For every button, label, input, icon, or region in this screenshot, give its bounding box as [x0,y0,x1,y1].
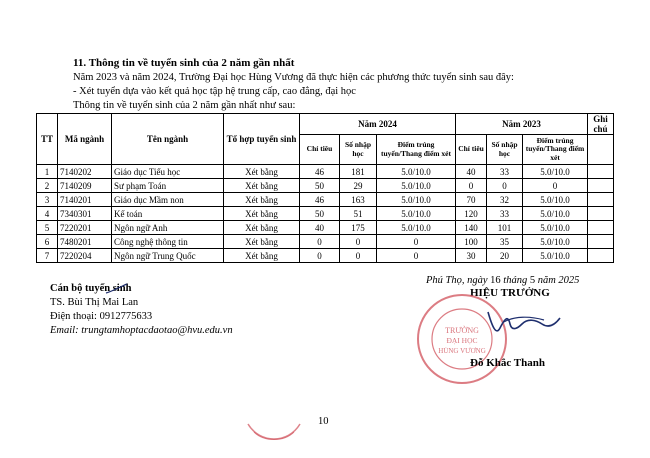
header-note: Ghi chú [588,114,614,135]
cell-e23: 20 [487,249,523,263]
rector-name: Đỗ Khắc Thanh [470,357,545,369]
header-code: Mã ngành [58,114,112,165]
cell-q23: 100 [456,235,487,249]
table-row [37,193,614,207]
header-name: Tên ngành [112,114,224,165]
header-score-2024: Điểm trúng tuyển/Thang điểm xét [377,135,456,165]
cell-note [588,235,614,249]
cell-combo: Xét bằng [224,193,300,207]
cell-s23: 0 [523,179,588,193]
cell-s23: 5.0/10.0 [523,249,588,263]
cell-e23: 35 [487,235,523,249]
header-enrolled-2023: Số nhập học [487,135,523,165]
cell-note [588,193,614,207]
cell-e23: 0 [487,179,523,193]
cell-s24: 5.0/10.0 [377,207,456,221]
cell-name: Ngôn ngữ Trung Quốc [112,249,224,263]
svg-text:TRƯỜNG: TRƯỜNG [445,326,479,335]
cell-combo: Xét bằng [224,165,300,179]
cell-code: 7220201 [58,221,112,235]
cell-q24: 0 [300,249,340,263]
cell-code: 7140201 [58,193,112,207]
admission-method: - Xét tuyển dựa vào kết quả học tập hệ trung cấp, cao đẳng, đại học [73,86,356,97]
header-score-2023: Điểm trúng tuyển/Thang điểm xét [523,135,588,165]
table-intro: Thông tin về tuyển sinh của 2 năm gần nhất như sau: [73,100,296,111]
cell-e23: 33 [487,165,523,179]
cell-combo: Xét bằng [224,179,300,193]
admission-table [36,113,614,263]
cell-s24: 5.0/10.0 [377,165,456,179]
cell-q24: 40 [300,221,340,235]
cell-q23: 0 [456,179,487,193]
cell-tt: 4 [37,207,58,221]
cell-q23: 40 [456,165,487,179]
table-row [37,179,614,193]
cell-tt: 1 [37,165,58,179]
cell-s23: 5.0/10.0 [523,221,588,235]
header-year-2023: Năm 2023 [456,114,588,135]
cell-note [588,221,614,235]
header-quota-2023: Chỉ tiêu [456,135,487,165]
officer-signature-icon [104,282,128,296]
place-date: Phú Thọ, ngày 16 tháng 5 năm 2025 [426,275,580,286]
header-note-blank [588,135,614,165]
cell-combo: Xét bằng [224,221,300,235]
partial-stamp-icon [244,420,304,458]
cell-code: 7340301 [58,207,112,221]
cell-q23: 70 [456,193,487,207]
table-row [37,165,614,179]
cell-tt: 3 [37,193,58,207]
cell-e24: 29 [340,179,377,193]
cell-tt: 2 [37,179,58,193]
cell-q24: 46 [300,193,340,207]
cell-e23: 32 [487,193,523,207]
header-year-2024: Năm 2024 [300,114,456,135]
cell-name: Sư phạm Toán [112,179,224,193]
cell-s23: 5.0/10.0 [523,193,588,207]
cell-s23: 5.0/10.0 [523,165,588,179]
cell-tt: 5 [37,221,58,235]
cell-tt: 7 [37,249,58,263]
svg-text:HÙNG VƯƠNG: HÙNG VƯƠNG [438,347,486,355]
cell-s24: 0 [377,235,456,249]
cell-note [588,249,614,263]
header-combo: Tổ hợp tuyển sinh [224,114,300,165]
table-row [37,207,614,221]
table-row [37,249,614,263]
cell-q24: 50 [300,179,340,193]
table-row [37,235,614,249]
officer-title: Cán bộ tuyển sinh [50,283,132,294]
cell-note [588,207,614,221]
cell-q23: 140 [456,221,487,235]
cell-e24: 0 [340,235,377,249]
cell-name: Giáo dục Tiểu học [112,165,224,179]
cell-q23: 30 [456,249,487,263]
cell-note [588,165,614,179]
cell-tt: 6 [37,235,58,249]
cell-e23: 101 [487,221,523,235]
cell-s24: 5.0/10.0 [377,221,456,235]
cell-e23: 33 [487,207,523,221]
officer-phone: Điện thoại: 0912775633 [50,311,153,322]
cell-name: Kế toán [112,207,224,221]
cell-e24: 163 [340,193,377,207]
admission-officer-block [50,282,233,338]
table-row [37,221,614,235]
cell-s24: 0 [377,249,456,263]
cell-q24: 0 [300,235,340,249]
officer-email: Email: trungtamhoptacdaotao@hvu.edu.vn [50,325,233,336]
cell-name: Công nghệ thông tin [112,235,224,249]
cell-combo: Xét bằng [224,207,300,221]
cell-code: 7220204 [58,249,112,263]
header-enrolled-2024: Số nhập học [340,135,377,165]
cell-combo: Xét bằng [224,249,300,263]
header-quota-2024: Chỉ tiêu [300,135,340,165]
cell-q24: 50 [300,207,340,221]
svg-text:ĐẠI HỌC: ĐẠI HỌC [446,336,478,345]
section-heading: 11. Thông tin về tuyển sinh của 2 năm gần nhất [73,57,295,69]
page-number: 10 [318,416,329,427]
intro-paragraph: Năm 2023 và năm 2024, Trường Đại học Hùng Vương đã thực hiện các phương thức tuyển sinh sau đây: [73,72,514,83]
cell-q24: 46 [300,165,340,179]
officer-name: TS. Bùi Thị Mai Lan [50,297,139,308]
cell-code: 7140209 [58,179,112,193]
cell-e24: 175 [340,221,377,235]
cell-e24: 51 [340,207,377,221]
cell-code: 7480201 [58,235,112,249]
cell-name: Ngôn ngữ Anh [112,221,224,235]
cell-e24: 0 [340,249,377,263]
cell-e24: 181 [340,165,377,179]
cell-combo: Xét bằng [224,235,300,249]
cell-s23: 5.0/10.0 [523,207,588,221]
rector-signature-icon [484,306,562,342]
cell-name: Giáo dục Mầm non [112,193,224,207]
cell-s24: 5.0/10.0 [377,179,456,193]
header-tt: TT [37,114,58,165]
cell-s23: 5.0/10.0 [523,235,588,249]
cell-s24: 5.0/10.0 [377,193,456,207]
cell-code: 7140202 [58,165,112,179]
cell-q23: 120 [456,207,487,221]
cell-note [588,179,614,193]
rector-title: HIỆU TRƯỞNG [470,287,550,299]
